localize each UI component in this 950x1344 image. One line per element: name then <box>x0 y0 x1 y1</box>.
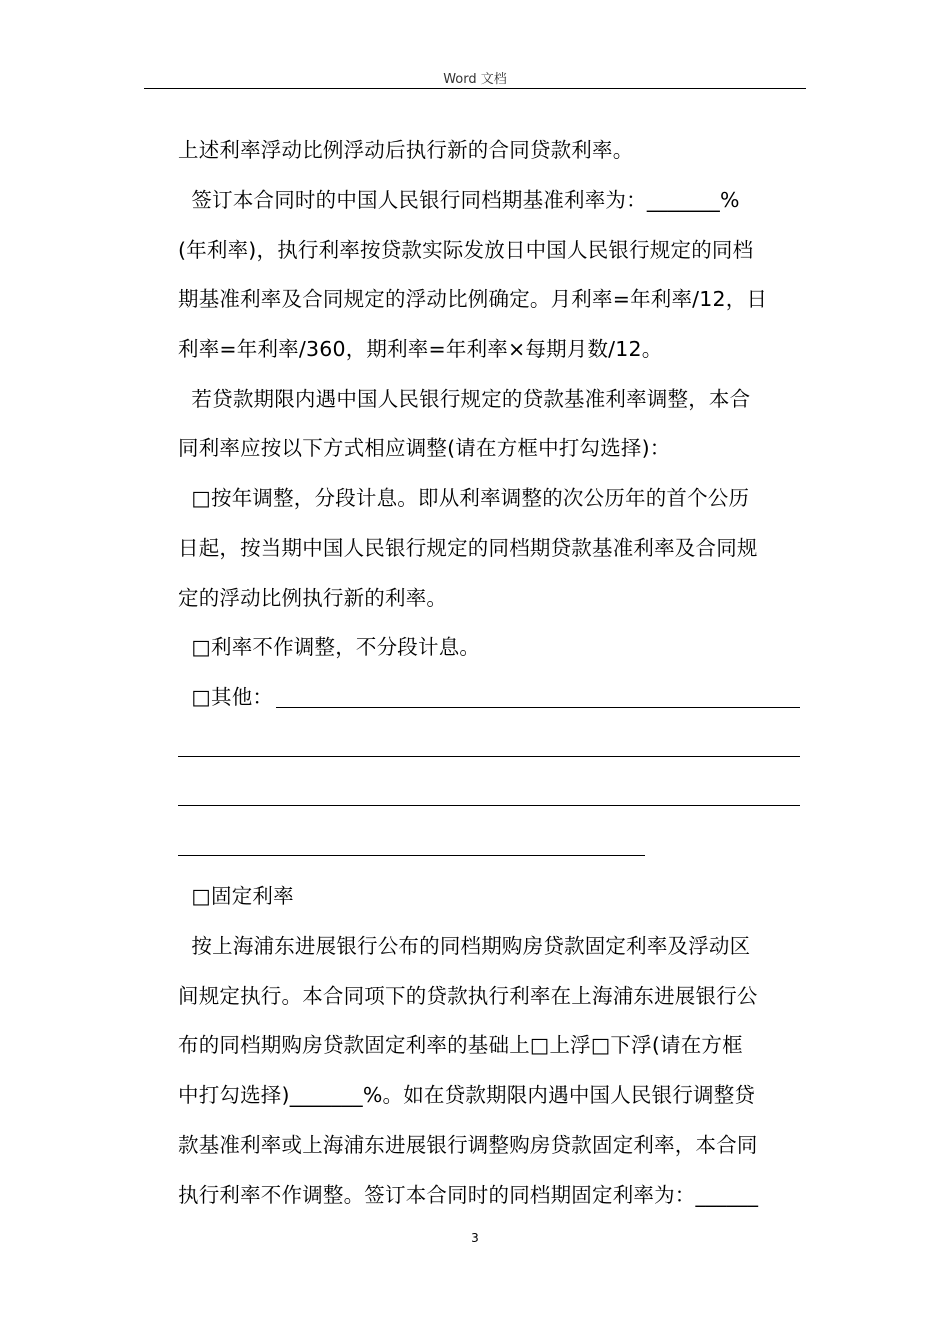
text-line: 间规定执行。本合同项下的贷款执行利率在上海浦东进展银行公 <box>178 984 758 1008</box>
page-header: Word 文档 <box>443 72 507 87</box>
header-rule <box>144 88 806 89</box>
text-line: 期基准利率及合同规定的浮动比例确定。月利率=年利率/12，日 <box>178 287 768 311</box>
text-line: □其他： <box>178 685 274 709</box>
text-line: 定的浮动比例执行新的利率。 <box>178 586 448 610</box>
text-line: 执行利率不作调整。签订本合同时的同档期固定利率为：______ <box>178 1183 759 1207</box>
blank-line <box>276 707 800 708</box>
blank-line <box>178 855 645 856</box>
text-line: □利率不作调整，不分段计息。 <box>178 635 481 659</box>
text-line: 签订本合同时的中国人民银行同档期基准利率为：_______% <box>178 188 740 212</box>
text-line: 上述利率浮动比例浮动后执行新的合同贷款利率。 <box>178 138 634 162</box>
text-line: 款基准利率或上海浦东进展银行调整购房贷款固定利率，本合同 <box>178 1133 758 1157</box>
text-line: (年利率)，执行利率按贷款实际发放日中国人民银行规定的同档 <box>178 238 754 262</box>
text-line: □固定利率 <box>178 884 294 908</box>
text-line: 日起，按当期中国人民银行规定的同档期贷款基准利率及合同规 <box>178 536 758 560</box>
blank-line <box>178 756 800 757</box>
page-number: 3 <box>471 1231 479 1245</box>
text-line: 布的同档期购房贷款固定利率的基础上□上浮□下浮(请在方框 <box>178 1033 743 1057</box>
blank-line <box>178 805 800 806</box>
text-line: 同利率应按以下方式相应调整(请在方框中打勾选择)： <box>178 436 671 460</box>
text-line: 中打勾选择)_______%。如在贷款期限内遇中国人民银行调整贷 <box>178 1083 756 1107</box>
text-line: □按年调整，分段计息。即从利率调整的次公历年的首个公历 <box>178 486 750 510</box>
text-line: 利率=年利率/360，期利率=年利率×每期月数/12。 <box>178 337 663 361</box>
text-line: 按上海浦东进展银行公布的同档期购房贷款固定利率及浮动区 <box>178 934 751 958</box>
text-line: 若贷款期限内遇中国人民银行规定的贷款基准利率调整，本合 <box>178 387 751 411</box>
